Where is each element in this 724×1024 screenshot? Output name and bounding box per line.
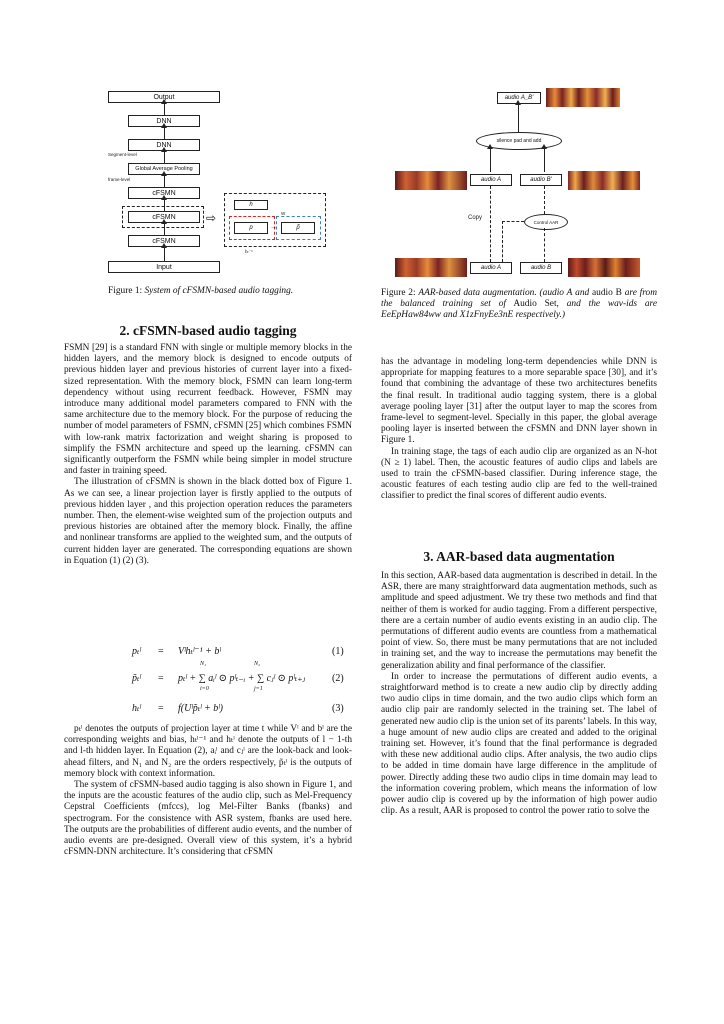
eq3-number: (3) [332, 703, 344, 714]
left-paragraph-4: The system of cFSMN-based audio tagging is also shown in Figure 1, and the inputs are the acoustic features of the audio clip, such as Mel-Frequency Cepstral Coefficients (mfccs), log Mel-Filter Banks (fbanks) and spectrogram. For the consistence with ASR system, fbanks are used here. The outputs are the probabilities of different audio events, and the number of audio events are pre-designed. Overall view of this system, it’s a hybrid cFSMN-DNN architecture. It’s considering that cFSMN [64, 780, 352, 858]
fig2-audio-a-bot-box: audio A [470, 262, 512, 274]
fig2-arrow [544, 148, 545, 172]
fig2-caption-t2: (audio A [539, 288, 573, 298]
eq3-lhs: hₜˡ [132, 703, 141, 714]
eq2-n2: N₂ [254, 661, 261, 667]
eq1-lhs: pₜˡ [132, 646, 141, 657]
fig1-cfsmn-box-2: cFSMN [128, 211, 200, 223]
right-paragraph-1: has the advantage in modeling long-term dependencies while DNN is appropriate for mapping features to a more separable space [30], and it’s found that combining the advantage of these two architectures benefits the final result. In traditional audio tagging system, there is a global average pooling layer [31] after the output layer to map the scores from frame-level to segment-level. Specially in this paper, the global average pooling layer is inserted between the cFSMN and DNN layer shown in Figure 1. [381, 357, 657, 446]
fig2-audio-a-mid-box: audio A [470, 174, 512, 186]
fig2-copy-label: Copy [468, 215, 483, 221]
fig1-inner-bottom-label: hₜ⁻¹ [245, 249, 253, 254]
fig1-inner-pt-box: p̃ [281, 222, 315, 234]
fig1-arrow [164, 127, 165, 139]
fig1-dnn-box-1: DNN [128, 115, 200, 127]
eq2-lhs: p̃ₜˡ [132, 673, 141, 684]
fig2-caption-t3: and [575, 288, 590, 298]
right-column-text-bottom [381, 571, 657, 817]
fig2-spectrogram-a-mid [395, 171, 467, 190]
fig2-spectrogram-b-mid [568, 171, 640, 190]
fig2-arrow [518, 104, 519, 132]
fig2-caption-t7: and the wav-ids are EeEpHaw84ww and X1zFnyEe3nE respectively.) [381, 299, 657, 320]
fig2-caption-t6: Audio Set, [513, 299, 559, 309]
fig2-caption-label: Figure 2: [381, 288, 416, 298]
left-paragraph-3: pₜˡ denotes the outputs of projection layer at time t while Vˡ and bˡ are the corresponding weights and bias, hₜˡ⁻¹ and hₜˡ denote the outputs of l − 1-th and l-th hidden layer. In Equation (2), aᵢˡ and cⱼˡ are the look-back and look-ahead filters, and N₁ and N₂ are the orders respectively, p̃ₜˡ is the outputs of memory block with context information. [64, 724, 352, 779]
fig2-arrow [490, 148, 491, 172]
fig2-top-audio-box: audio A_B' [497, 92, 541, 104]
fig1-cfsmn-box-3: cFSMN [128, 235, 200, 247]
eq3-rhs: f(Uˡp̃ₜˡ + bˡ) [178, 703, 223, 714]
fig1-arrow [164, 223, 165, 235]
eq2-number: (2) [332, 673, 344, 684]
left-paragraph-2: The illustration of cFSMN is shown in the black dotted box of Figure 1. As we can see, a linear projection layer is firstly applied to the outputs of previous hidden layer , and this projection operation reduces the parameters number. Then, the element-wise weighted sum of the projection outputs and previous histories are obtained after the memory block. Finally, the affine and nonlinear transforms are applied to the weighted sum, and the outputs of current hidden layer are generated. The corresponding equations are shown in Equation (1) (2) (3). [64, 477, 352, 566]
fig2-control-line-down [544, 228, 545, 262]
eq2-j1: j=1 [254, 686, 263, 692]
fig1-arrow [164, 175, 165, 187]
eq2-n1: N₁ [200, 661, 207, 667]
figure-2-caption [381, 288, 657, 321]
fig2-copy-line [490, 186, 491, 262]
right-column-text-top [381, 357, 657, 503]
fig2-caption-t5: are from the balanced training set of [381, 288, 658, 309]
left-column-text-top [64, 343, 352, 567]
left-column-text-bottom [64, 724, 352, 858]
figure-1-caption [108, 286, 348, 297]
fig1-input-box: Input [108, 261, 220, 273]
fig1-caption-label: Figure 1: [108, 286, 143, 296]
eq2-equals: = [158, 673, 164, 684]
fig1-cfsmn-box-1: cFSMN [128, 187, 200, 199]
fig1-output-box: Output [108, 91, 220, 103]
fig2-silence-pad-add: silence pad and add [476, 132, 562, 150]
section-2-heading: 2. cFSMN-based audio tagging [119, 323, 297, 338]
fig1-dnn-box-2: DNN [128, 139, 200, 151]
fig1-inner-p-box: p [234, 222, 268, 234]
fig2-caption-t4: audio B [592, 288, 622, 298]
fig1-arrow [164, 151, 165, 163]
eq1-equals: = [158, 646, 164, 657]
eq3-equals: = [158, 703, 164, 714]
fig1-frame-level: frame-level [108, 177, 131, 182]
fig2-spectrogram-b-bot [568, 258, 640, 277]
eq1-rhs: Vˡhₜˡ⁻¹ + bˡ [178, 646, 221, 657]
fig2-spectrogram-top [546, 88, 620, 107]
fig2-caption-t1: AAR-based data augmentation. [418, 288, 537, 298]
eq1-number: (1) [332, 646, 344, 657]
section-3-heading: 3. AAR-based data augmentation [423, 549, 615, 564]
fig1-inner-arrow-icon: → [270, 223, 277, 231]
fig2-audio-b-mid-box: audio B' [520, 174, 562, 186]
right-paragraph-3: In this section, AAR-based data augmentation is described in detail. In the ASR, there are many straightforward data augmentation methods, such as amplitude and speed adjustment. We try these two methods and find that neither of them is worked for audio tagging. From a different perspective, there are a certain number of audio events existing in an audio clip. The permutations of different audio events are countless from a mathematical point of view. So, there must be many permutations that are not included in training set, and the way to increase the permutations may benefit the generalization ability and final performance of the classifier. [381, 571, 657, 671]
fig2-audio-b-bot-box: audio B [520, 262, 562, 274]
right-paragraph-4: In order to increase the permutations of different audio events, a straightforward method is to create a new audio clip by directly adding two audio clips in time domain, and the two audio clips which form an audio clip pair are randomly selected in the training set. The label of generated new audio clip is the union set of its parents’ labels. In this way, a huge amount of new audio clips are created and added to the original training set. However, it’s found that the final performance is degraded with these new additional audio clips. After analysis, the two audio clips to be added in time domain have large difference in the amplitude of power. Directly adding these two audio clips in time domain may lead to the information covering problem, which means the information of low power audio clip is covered up by the information of high power audio clip. As a result, AAR is proposed to control the power ratio to solve the [381, 671, 657, 817]
fig2-spectrogram-a-bot [395, 258, 467, 277]
fig1-segment-level: Segment-level [108, 152, 137, 157]
fig1-inner-h-box: h [234, 200, 268, 210]
fig1-inner-w-label: W [281, 211, 286, 216]
fig2-control-line [544, 186, 545, 214]
eq2-rhs: pₜˡ + ∑ aᵢˡ ⊙ pˡₜ₋ᵢ + ∑ cⱼˡ ⊙ pˡₜ₊ⱼ [178, 673, 306, 684]
fig1-expand-arrow-icon: ⇨ [206, 211, 217, 225]
fig2-copy-line-down [502, 221, 503, 262]
fig1-arrow [164, 103, 165, 115]
fig1-caption-text: System of cFSMN-based audio tagging. [144, 286, 294, 296]
fig1-arrow [164, 247, 165, 261]
eq2-i0: i=0 [200, 686, 209, 692]
fig2-control-aar: Control AAR [524, 214, 568, 230]
left-paragraph-1: FSMN [29] is a standard FNN with single or multiple memory blocks in the hidden layers, and the memory block is designed to encode outputs of previous hidden layer and previous histories of current layer into a fixed-sized representation. With the memory block, FSMN can learn long-term dependency without using recurrent feedback. However, FSMN may introduce many additional model parameters compared to FNN with the same architecture due to the memory block. For the purpose of reducing the number of model parameters of FSMN, cFSMN [25] which combines FSMN with low-rank matrix factorization and weight sharing is proposed to simplify the FSMN architecture and speed up the learning. cFSMN can significantly outperform the FSMN while being simpler in model structure and faster in training speed. [64, 343, 352, 477]
right-paragraph-2: In training stage, the tags of each audio clip are organized as an N-hot (N ≥ 1) label. Then, the acoustic features of audio clips and labels are used to train the cFSMN-based classifier. During inference stage, the acoustic features of each testing audio clip are fed to the well-trained classifier to predict the final scores of different audio events. [381, 446, 657, 502]
fig2-copy-dash-to-control [502, 221, 524, 222]
fig1-gap-box: Global Average Pooling [128, 163, 200, 175]
